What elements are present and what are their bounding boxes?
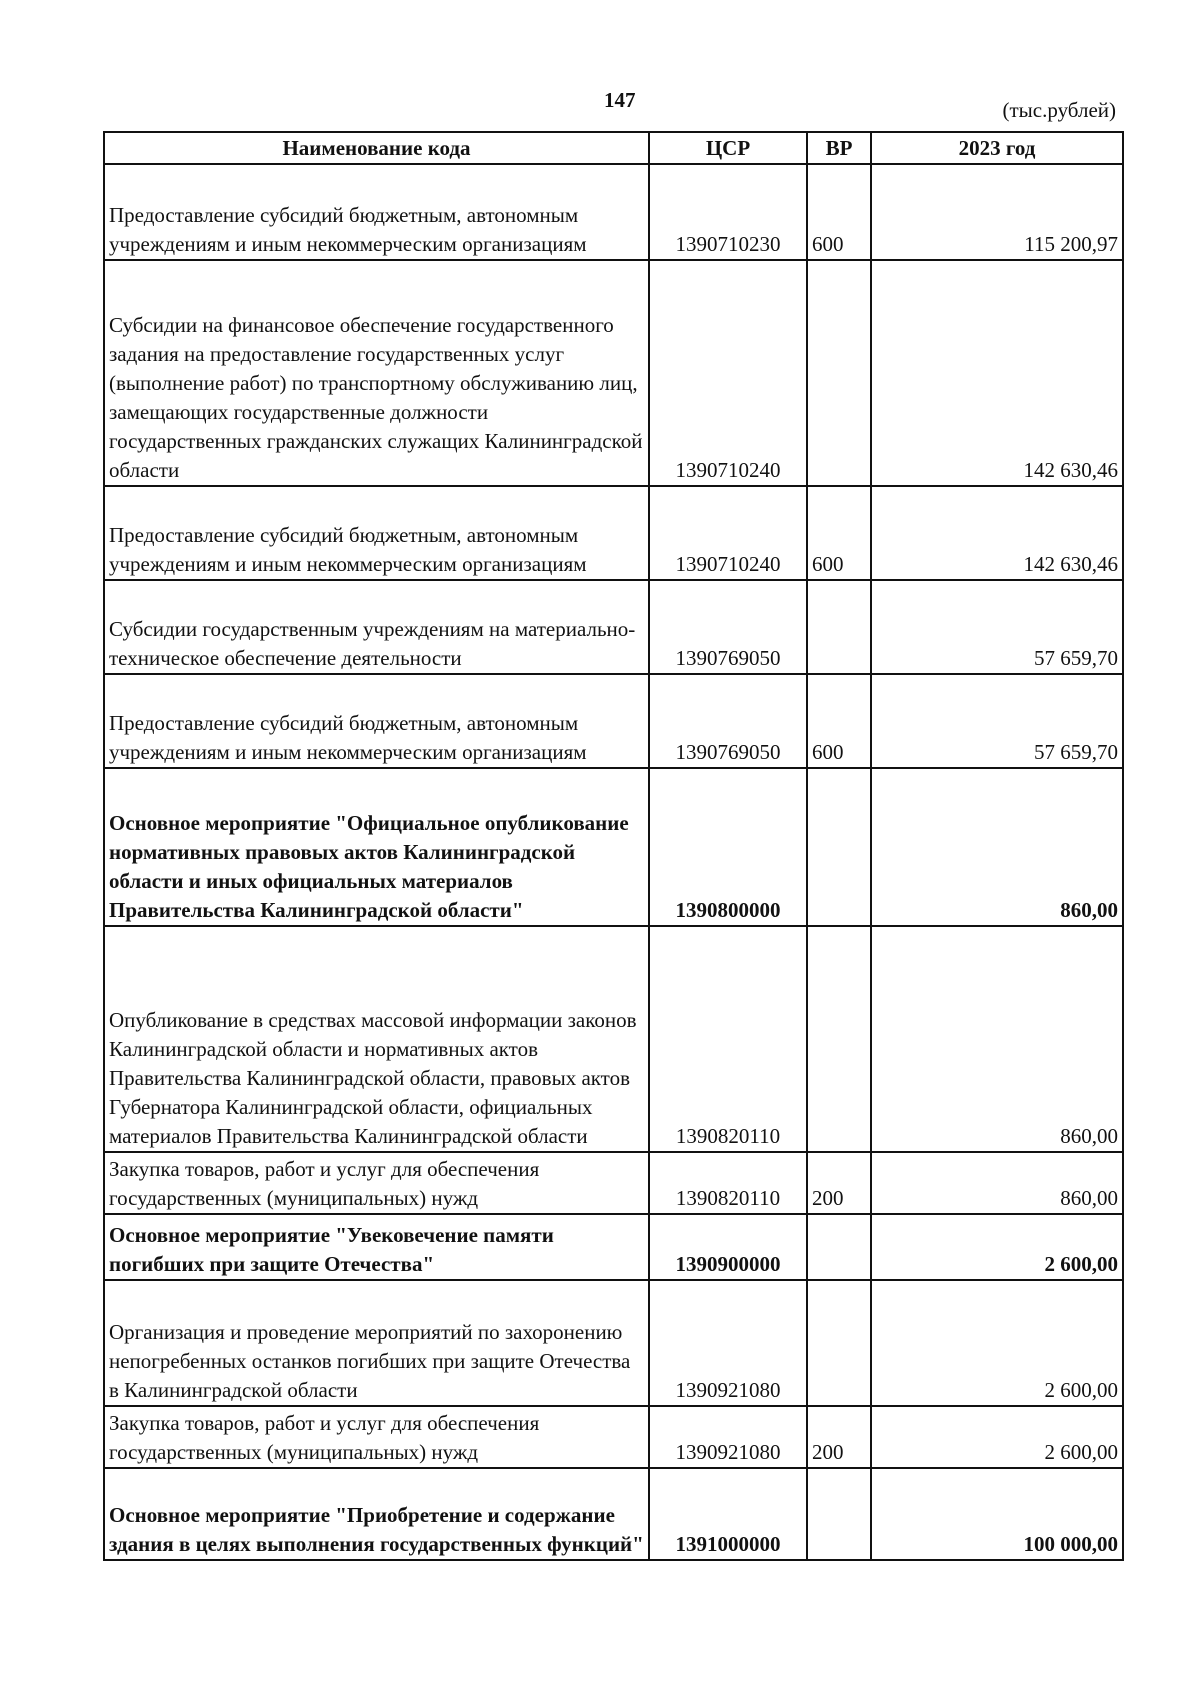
row-vr [807, 926, 871, 1152]
header-year: 2023 год [871, 132, 1123, 164]
row-csr: 1390769050 [649, 580, 807, 674]
table-row [104, 1214, 1123, 1280]
header-name: Наименование кода [104, 132, 649, 164]
row-vr: 200 [807, 1406, 871, 1468]
row-vr [807, 1280, 871, 1406]
row-vr [807, 768, 871, 926]
row-name: Основное мероприятие "Официальное опубликование нормативных правовых актов Калининградской области и иных официальных материалов Правительства Калининградской области" [104, 768, 649, 926]
table-row [104, 164, 1123, 260]
row-csr: 1391000000 [649, 1468, 807, 1560]
table-header-row [104, 132, 1123, 164]
row-name: Закупка товаров, работ и услуг для обеспечения государственных (муниципальных) нужд [104, 1406, 649, 1468]
row-csr: 1390921080 [649, 1406, 807, 1468]
table-row [104, 260, 1123, 486]
row-vr: 600 [807, 486, 871, 580]
row-csr: 1390921080 [649, 1280, 807, 1406]
row-name: Закупка товаров, работ и услуг для обеспечения государственных (муниципальных) нужд [104, 1152, 649, 1214]
row-amount: 2 600,00 [871, 1214, 1123, 1280]
row-amount: 2 600,00 [871, 1280, 1123, 1406]
row-amount: 860,00 [871, 768, 1123, 926]
row-amount: 100 000,00 [871, 1468, 1123, 1560]
row-name: Субсидии на финансовое обеспечение государственного задания на предоставление государственных услуг (выполнение работ) по транспортному обслуживанию лиц, замещающих государственные должности государственных гражданских служащих Калининградской области [104, 260, 649, 486]
row-name: Опубликование в средствах массовой информации законов Калининградской области и нормативных актов Правительства Калининградской области, правовых актов Губернатора Калининградской области, официальных материалов Правительства Калининградской области [104, 926, 649, 1152]
row-vr: 600 [807, 674, 871, 768]
row-name: Предоставление субсидий бюджетным, автономным учреждениям и иным некоммерческим организациям [104, 486, 649, 580]
row-csr: 1390820110 [649, 926, 807, 1152]
row-amount: 57 659,70 [871, 674, 1123, 768]
row-vr [807, 1468, 871, 1560]
row-amount: 2 600,00 [871, 1406, 1123, 1468]
row-csr: 1390710240 [649, 260, 807, 486]
row-csr: 1390900000 [649, 1214, 807, 1280]
table-row [104, 674, 1123, 768]
row-amount: 142 630,46 [871, 260, 1123, 486]
row-vr [807, 1214, 871, 1280]
table-row [104, 580, 1123, 674]
table-row [104, 926, 1123, 1152]
row-name: Организация и проведение мероприятий по захоронению непогребенных останков погибших при защите Отечества в Калининградской области [104, 1280, 649, 1406]
row-vr [807, 260, 871, 486]
row-csr: 1390710230 [649, 164, 807, 260]
table-row [104, 1280, 1123, 1406]
row-name: Предоставление субсидий бюджетным, автономным учреждениям и иным некоммерческим организациям [104, 674, 649, 768]
table-row [104, 1152, 1123, 1214]
row-vr: 200 [807, 1152, 871, 1214]
table-row [104, 1406, 1123, 1468]
row-amount: 860,00 [871, 926, 1123, 1152]
row-vr: 600 [807, 164, 871, 260]
table-row [104, 768, 1123, 926]
units-label: (тыс.рублей) [1002, 98, 1116, 122]
row-name: Предоставление субсидий бюджетным, автономным учреждениям и иным некоммерческим организациям [104, 164, 649, 260]
table-row [104, 486, 1123, 580]
row-amount: 115 200,97 [871, 164, 1123, 260]
row-amount: 860,00 [871, 1152, 1123, 1214]
row-name: Основное мероприятие "Приобретение и содержание здания в целях выполнения государственных функций" [104, 1468, 649, 1560]
row-csr: 1390710240 [649, 486, 807, 580]
row-amount: 142 630,46 [871, 486, 1123, 580]
row-name: Субсидии государственным учреждениям на материально-техническое обеспечение деятельности [104, 580, 649, 674]
budget-table [103, 131, 1124, 1561]
header-csr: ЦСР [649, 132, 807, 164]
row-csr: 1390769050 [649, 674, 807, 768]
table-row [104, 1468, 1123, 1560]
row-vr [807, 580, 871, 674]
page-number: 147 [604, 88, 636, 112]
row-amount: 57 659,70 [871, 580, 1123, 674]
row-csr: 1390820110 [649, 1152, 807, 1214]
row-csr: 1390800000 [649, 768, 807, 926]
row-name: Основное мероприятие "Увековечение памяти погибших при защите Отечества" [104, 1214, 649, 1280]
header-vr: ВР [807, 132, 871, 164]
